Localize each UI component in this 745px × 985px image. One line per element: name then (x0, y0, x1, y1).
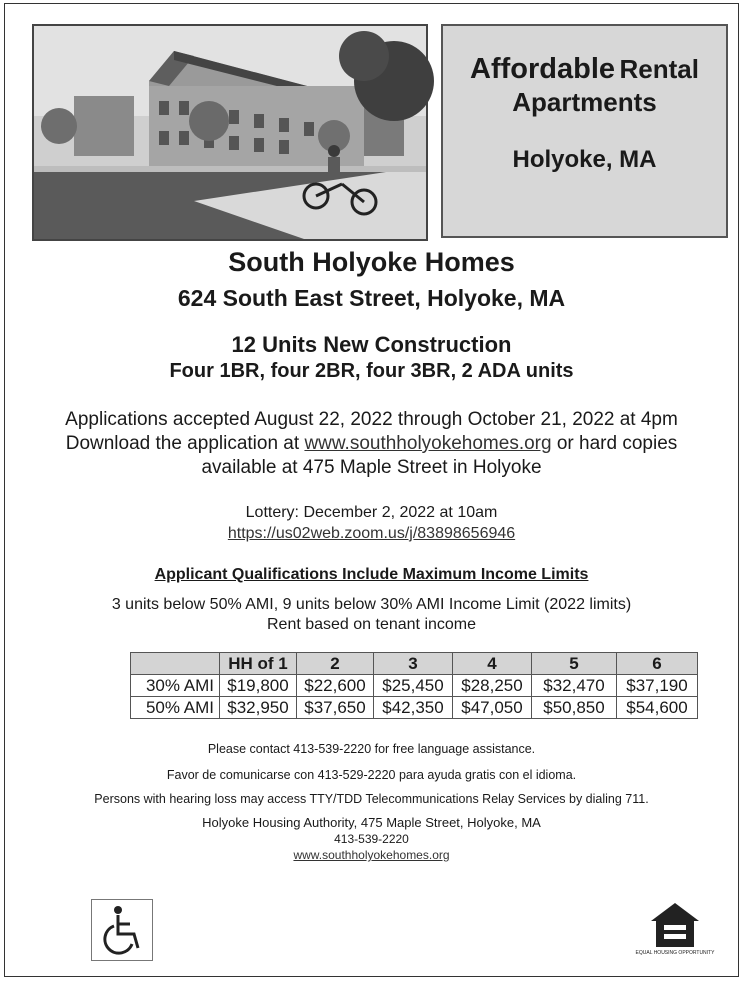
flyer-page (4, 3, 739, 977)
table-header-cell: 2 (297, 653, 374, 675)
building-rendering-image (32, 24, 428, 241)
download-prefix: Download the application at (65, 433, 305, 454)
table-cell: $47,050 (453, 697, 532, 719)
table-header-row (131, 653, 698, 675)
table-cell: $37,650 (297, 697, 374, 719)
table-cell: $32,950 (220, 697, 297, 719)
wheelchair-icon (91, 899, 153, 961)
title-word-rental: Rental (619, 54, 699, 84)
contact-block (5, 815, 738, 863)
language-assistance-spanish: Favor de comunicarse con 413-529-2220 para ayuda gratis con el idioma. (166, 768, 577, 782)
units-title: 12 Units New Construction (231, 332, 512, 357)
property-name: South Holyoke Homes (228, 247, 515, 277)
property-address: 624 South East Street, Holyoke, MA (177, 285, 566, 311)
equal-housing-opportunity-icon (635, 899, 715, 959)
unit-mix: Four 1BR, four 2BR, four 3BR, 2 ADA units (169, 360, 574, 382)
table-cell: $50,850 (532, 697, 617, 719)
title-word-apartments: Apartments (512, 86, 657, 117)
flyer-title (443, 52, 726, 118)
table-cell: $28,250 (453, 675, 532, 697)
table-cell: $25,450 (374, 675, 453, 697)
table-header-cell: 4 (453, 653, 532, 675)
table-row (131, 675, 698, 697)
table-cell: $22,600 (297, 675, 374, 697)
income-limits-table (130, 652, 698, 719)
application-dates: Applications accepted August 22, 2022 through October 21, 2022 at 4pm (65, 409, 678, 430)
title-word-affordable: Affordable (470, 53, 616, 85)
tty-notice: Persons with hearing loss may access TTY/TDD Telecommunications Relay Services by dialing 711. (94, 792, 649, 806)
language-assistance-english: Please contact 413-539-2220 for free language assistance. (207, 742, 536, 756)
table-cell: $37,190 (617, 675, 698, 697)
application-download-line (5, 432, 738, 456)
building-illustration (34, 26, 426, 239)
hard-copy-location: available at 475 Maple Street in Holyoke (201, 457, 542, 478)
application-info (5, 408, 738, 480)
ami-units-line: 3 units below 50% AMI, 9 units below 30% AMI Income Limit (2022 limits) (111, 596, 632, 613)
table-header-cell: 5 (532, 653, 617, 675)
table-row (131, 697, 698, 719)
table-cell: $54,600 (617, 697, 698, 719)
download-suffix: or hard copies (551, 433, 678, 454)
equal-housing-text: EQUAL HOUSING OPPORTUNITY (635, 950, 715, 956)
table-header-cell: 6 (617, 653, 698, 675)
title-city: Holyoke, MA (512, 145, 657, 173)
title-box (441, 24, 728, 238)
table-cell: $42,350 (374, 697, 453, 719)
website-link[interactable]: www.southholyokehomes.org (304, 433, 552, 454)
contact-org: Holyoke Housing Authority, 475 Maple Street, Holyoke, MA (202, 815, 541, 830)
table-header-cell: 3 (374, 653, 453, 675)
table-cell: $32,470 (532, 675, 617, 697)
contact-website-link[interactable]: www.southholyokehomes.org (293, 848, 450, 862)
rent-basis-line: Rent based on tenant income (266, 616, 477, 633)
table-header-cell: HH of 1 (220, 653, 297, 675)
lottery-date: Lottery: December 2, 2022 at 10am (245, 504, 498, 521)
qualifications-text (5, 595, 738, 635)
zoom-link[interactable]: https://us02web.zoom.us/j/83898656946 (227, 525, 516, 542)
table-row-label: 50% AMI (131, 697, 220, 719)
table-row-label: 30% AMI (131, 675, 220, 697)
qualifications-heading: Applicant Qualifications Include Maximum Income Limits (154, 566, 589, 583)
contact-phone: 413-539-2220 (334, 832, 409, 846)
table-header-cell (131, 653, 220, 675)
lottery-info (5, 502, 738, 544)
table-cell: $19,800 (220, 675, 297, 697)
